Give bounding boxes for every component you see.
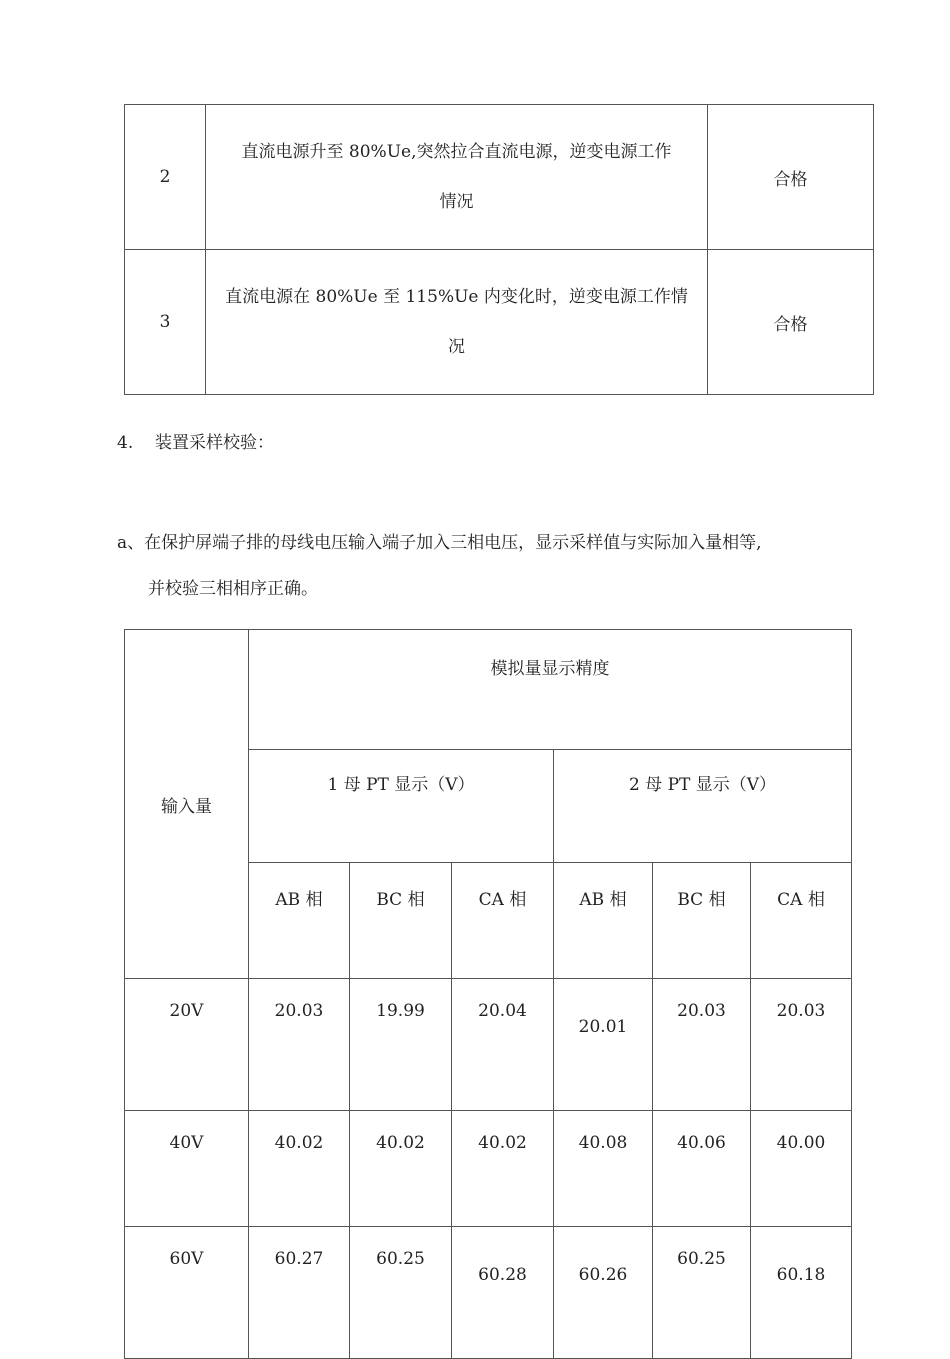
row-description: 直流电源升至 80%Ue,突然拉合直流电源，逆变电源工作 情况 (206, 105, 708, 250)
phase-header: AB 相 (554, 863, 653, 979)
input-value: 40V (125, 1111, 249, 1227)
table-row (125, 979, 852, 1111)
reading-cell: 40.06 (653, 1111, 751, 1227)
reading-cell: 20.04 (452, 979, 554, 1111)
paragraph-line: 并校验三相相序正确。 (148, 579, 318, 599)
instruction-paragraph (117, 520, 857, 612)
reading-cell: 40.08 (554, 1111, 653, 1227)
reading-cell: 20.03 (751, 979, 852, 1111)
paragraph-line: a、在保护屏端子排的母线电压输入端子加入三相电压，显示采样值与实际加入量相等, (117, 533, 762, 553)
row-number: 2 (125, 105, 206, 250)
header-group-1: 1 母 PT 显示（V） (249, 750, 554, 863)
header-group-2: 2 母 PT 显示（V） (554, 750, 852, 863)
input-value: 60V (125, 1227, 249, 1359)
reading-cell: 60.25 (350, 1227, 452, 1359)
reading-cell: 19.99 (350, 979, 452, 1111)
table-row (125, 105, 874, 250)
reading-cell: 20.01 (554, 979, 653, 1111)
input-value: 20V (125, 979, 249, 1111)
row-result: 合格 (708, 105, 874, 250)
row-result: 合格 (708, 250, 874, 395)
table-row (125, 1227, 852, 1359)
reading-cell: 40.02 (350, 1111, 452, 1227)
reading-cell: 60.18 (751, 1227, 852, 1359)
reading-cell: 60.27 (249, 1227, 350, 1359)
table-row (125, 250, 874, 395)
table-row (125, 1111, 852, 1227)
reading-cell: 60.28 (452, 1227, 554, 1359)
test-result-table (124, 104, 874, 395)
reading-cell: 40.02 (452, 1111, 554, 1227)
reading-cell: 40.02 (249, 1111, 350, 1227)
phase-header: BC 相 (350, 863, 452, 979)
section-heading (117, 428, 274, 453)
phase-header: CA 相 (751, 863, 852, 979)
header-input: 输入量 (125, 630, 249, 979)
phase-header: AB 相 (249, 863, 350, 979)
reading-cell: 60.25 (653, 1227, 751, 1359)
row-number: 3 (125, 250, 206, 395)
header-main: 模拟量显示精度 (249, 630, 852, 750)
section-number: 4. (117, 433, 134, 453)
reading-cell: 60.26 (554, 1227, 653, 1359)
phase-header: CA 相 (452, 863, 554, 979)
row-description: 直流电源在 80%Ue 至 115%Ue 内变化时，逆变电源工作情 况 (206, 250, 708, 395)
sampling-accuracy-table (124, 629, 852, 1359)
reading-cell: 20.03 (249, 979, 350, 1111)
phase-header: BC 相 (653, 863, 751, 979)
section-title: 装置采样校验： (155, 433, 274, 453)
reading-cell: 40.00 (751, 1111, 852, 1227)
reading-cell: 20.03 (653, 979, 751, 1111)
